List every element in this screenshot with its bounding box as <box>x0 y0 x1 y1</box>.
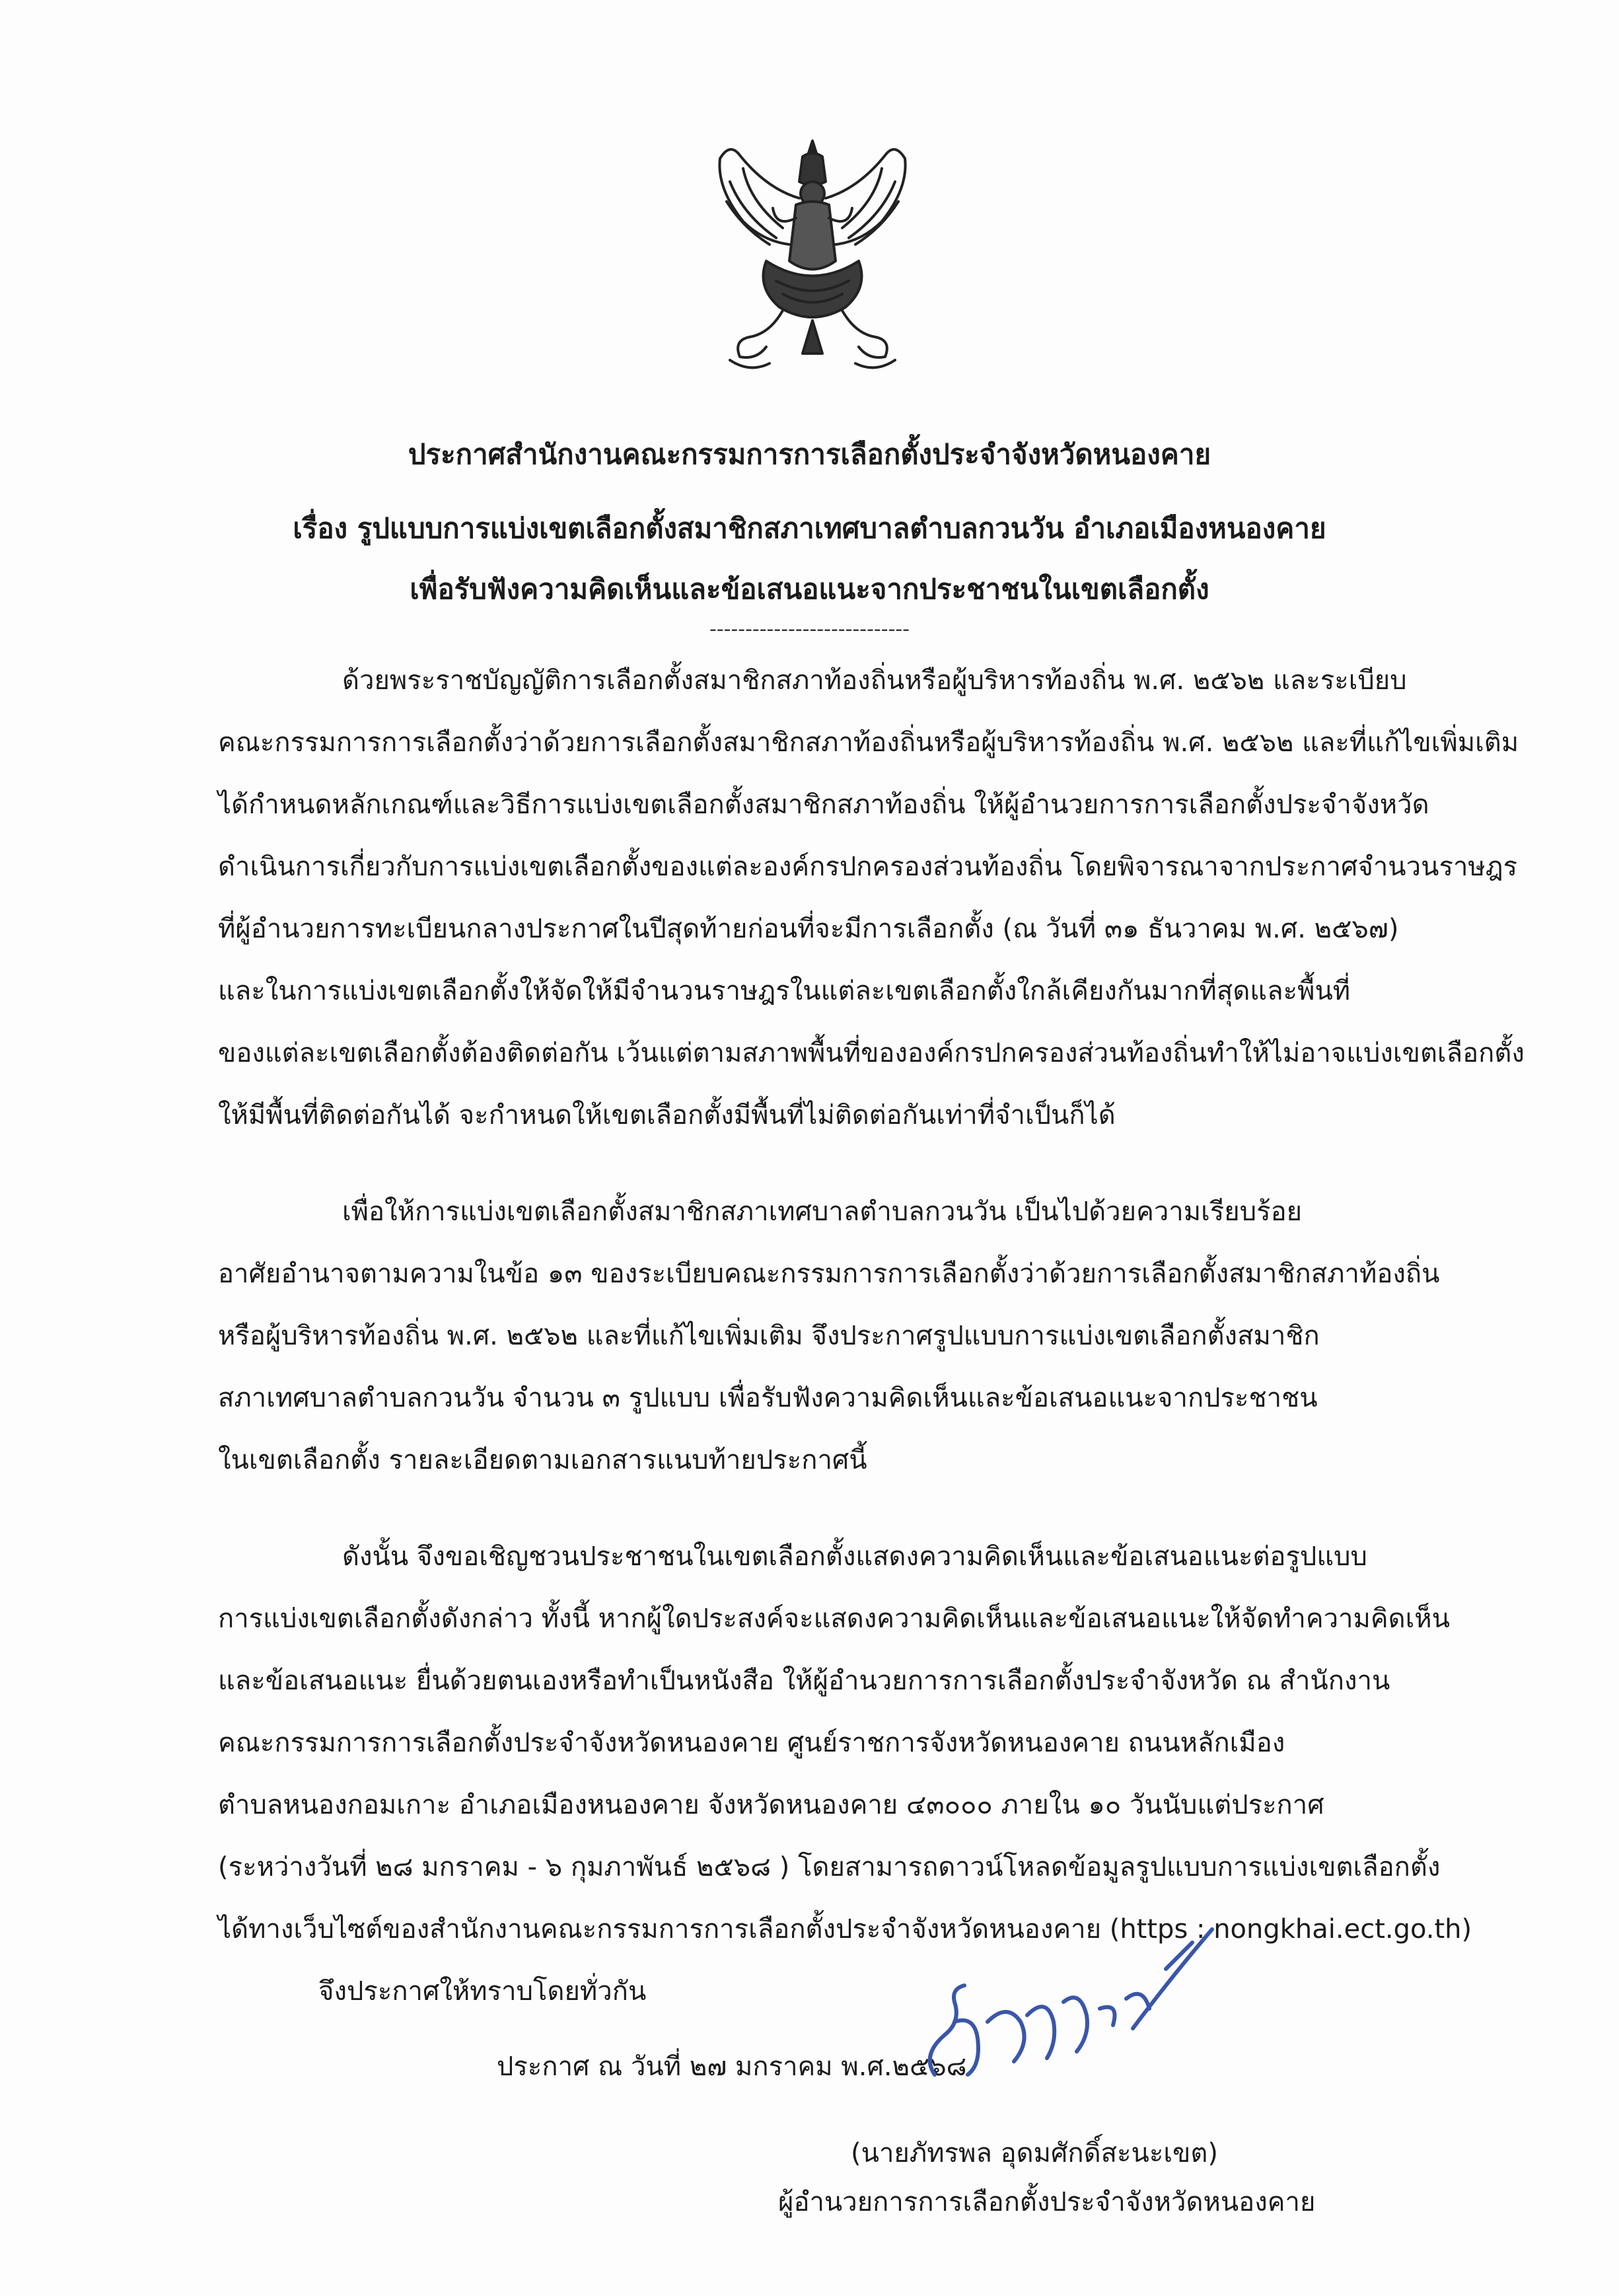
paragraph-3-line: และข้อเสนอแนะ ยื่นด้วยตนเองหรือทำเป็นหนังสือ ให้ผู้อำนวยการการเลือกตั้งประจำจังหวัด ณ สำนักงาน <box>218 1666 1390 1696</box>
paragraph-2-line: ในเขตเลือกตั้ง รายละเอียดตามเอกสารแนบท้ายประกาศนี้ <box>218 1445 867 1475</box>
paragraph-2-line: สภาเทศบาลตำบลกวนวัน จำนวน ๓ รูปแบบ เพื่อรับฟังความคิดเห็นและข้อเสนอแนะจากประชาชน <box>218 1383 1318 1413</box>
paragraph-1-line: ของแต่ละเขตเลือกตั้งต้องติดต่อกัน เว้นแต่ตามสภาพพื้นที่ขององค์กรปกครองส่วนท้องถิ่นทำให้ไม่อาจแบ่งเขตเลือกตั้ง <box>218 1038 1525 1068</box>
separator: ---------------------------- <box>709 618 910 641</box>
paragraph-3-line: การแบ่งเขตเลือกตั้งดังกล่าว ทั้งนี้ หากผู้ใดประสงค์จะแสดงความคิดเห็นและข้อเสนอแนะให้จัดทำความคิดเห็น <box>218 1604 1450 1634</box>
paragraph-1-line: ที่ผู้อำนวยการทะเบียนกลางประกาศในปีสุดท้ายก่อนที่จะมีการเลือกตั้ง (ณ วันที่ ๓๑ ธันวาคม พ.ศ. ๒๕๖๗) <box>218 914 1399 944</box>
signer-name: (นายภัทรพล อุดมศักดิ์สะนะเขต) <box>851 2138 1218 2168</box>
paragraph-1-line: และในการแบ่งเขตเลือกตั้งให้จัดให้มีจำนวนราษฎรในแต่ละเขตเลือกตั้งใกล้เคียงกันมากที่สุดและพื้นที่ <box>218 976 1351 1006</box>
handwritten-signature <box>915 1923 1225 2094</box>
paragraph-3-line: ตำบลหนองกอมเกาะ อำเภอเมืองหนองคาย จังหวัดหนองคาย ๔๓๐๐๐ ภายใน ๑๐ วันนับแต่ประกาศ <box>218 1790 1324 1820</box>
paragraph-1-line: ได้กำหนดหลักเกณฑ์และวิธีการแบ่งเขตเลือกตั้งสมาชิกสภาท้องถิ่น ให้ผู้อำนวยการการเลือกตั้งประจำจังหวัด <box>218 790 1429 820</box>
paragraph-1-line: ด้วยพระราชบัญญัติการเลือกตั้งสมาชิกสภาท้องถิ่นหรือผู้บริหารท้องถิ่น พ.ศ. ๒๕๖๒ และระเบียบ <box>342 665 1407 696</box>
paragraph-1-line: ดำเนินการเกี่ยวกับการแบ่งเขตเลือกตั้งของแต่ละองค์กรปกครองส่วนท้องถิ่น โดยพิจารณาจากประกาศจำนวนราษฎร <box>218 852 1518 882</box>
subject-line: เรื่อง รูปแบบการแบ่งเขตเลือกตั้งสมาชิกสภาเทศบาลตำบลกวนวัน อำเภอเมืองหนองคาย <box>293 512 1326 544</box>
announcement-title: ประกาศสำนักงานคณะกรรมการการเลือกตั้งประจำจังหวัดหนองคาย <box>408 438 1211 470</box>
paragraph-1-line: ให้มีพื้นที่ติดต่อกันได้ จะกำหนดให้เขตเลือกตั้งมีพื้นที่ไม่ติดต่อกันเท่าที่จำเป็นก็ได้ <box>218 1100 1116 1130</box>
paragraph-3-line: ได้ทางเว็บไซต์ของสำนักงานคณะกรรมการการเลือกตั้งประจำจังหวัดหนองคาย (https : nongkhai.ect.go.th) <box>218 1914 1472 1944</box>
paragraph-1-line: คณะกรรมการการเลือกตั้งว่าด้วยการเลือกตั้งสมาชิกสภาท้องถิ่นหรือผู้บริหารท้องถิ่น พ.ศ. ๒๕๖๒ และที่แก้ไขเพิ่มเติม <box>218 727 1519 758</box>
paragraph-3-line: (ระหว่างวันที่ ๒๘ มกราคม - ๖ กุมภาพันธ์ ๒๕๖๘ ) โดยสามารถดาวน์โหลดข้อมูลรูปแบบการแบ่งเขตเลือกตั้ง <box>218 1852 1441 1882</box>
paragraph-2-line: อาศัยอำนาจตามความในข้อ ๑๓ ของระเบียบคณะกรรมการการเลือกตั้งว่าด้วยการเลือกตั้งสมาชิกสภาท้องถิ่น <box>218 1259 1440 1289</box>
signer-title: ผู้อำนวยการการเลือกตั้งประจำจังหวัดหนองคาย <box>778 2187 1316 2217</box>
paragraph-2-line: เพื่อให้การแบ่งเขตเลือกตั้งสมาชิกสภาเทศบาลตำบลกวนวัน เป็นไปด้วยความเรียบร้อย <box>342 1197 1303 1227</box>
subject-line-continued: เพื่อรับฟังความคิดเห็นและข้อเสนอแนะจากประชาชนในเขตเลือกตั้ง <box>410 573 1209 605</box>
paragraph-2-line: หรือผู้บริหารท้องถิ่น พ.ศ. ๒๕๖๒ และที่แก้ไขเพิ่มเติม จึงประกาศรูปแบบการแบ่งเขตเลือกตั้งสมาชิก <box>218 1321 1320 1351</box>
paragraph-3-line: คณะกรรมการการเลือกตั้งประจำจังหวัดหนองคาย ศูนย์ราชการจังหวัดหนองคาย ถนนหลักเมือง <box>218 1728 1285 1758</box>
garuda-emblem-icon <box>703 135 921 383</box>
closing-statement: จึงประกาศให้ทราบโดยทั่วกัน <box>318 1976 647 2007</box>
paragraph-3-line: ดังนั้น จึงขอเชิญชวนประชาชนในเขตเลือกตั้งแสดงความคิดเห็นและข้อเสนอแนะต่อรูปแบบ <box>342 1541 1367 1572</box>
announcement-date: ประกาศ ณ วันที่ ๒๗ มกราคม พ.ศ.๒๕๖๘ <box>497 2052 967 2082</box>
